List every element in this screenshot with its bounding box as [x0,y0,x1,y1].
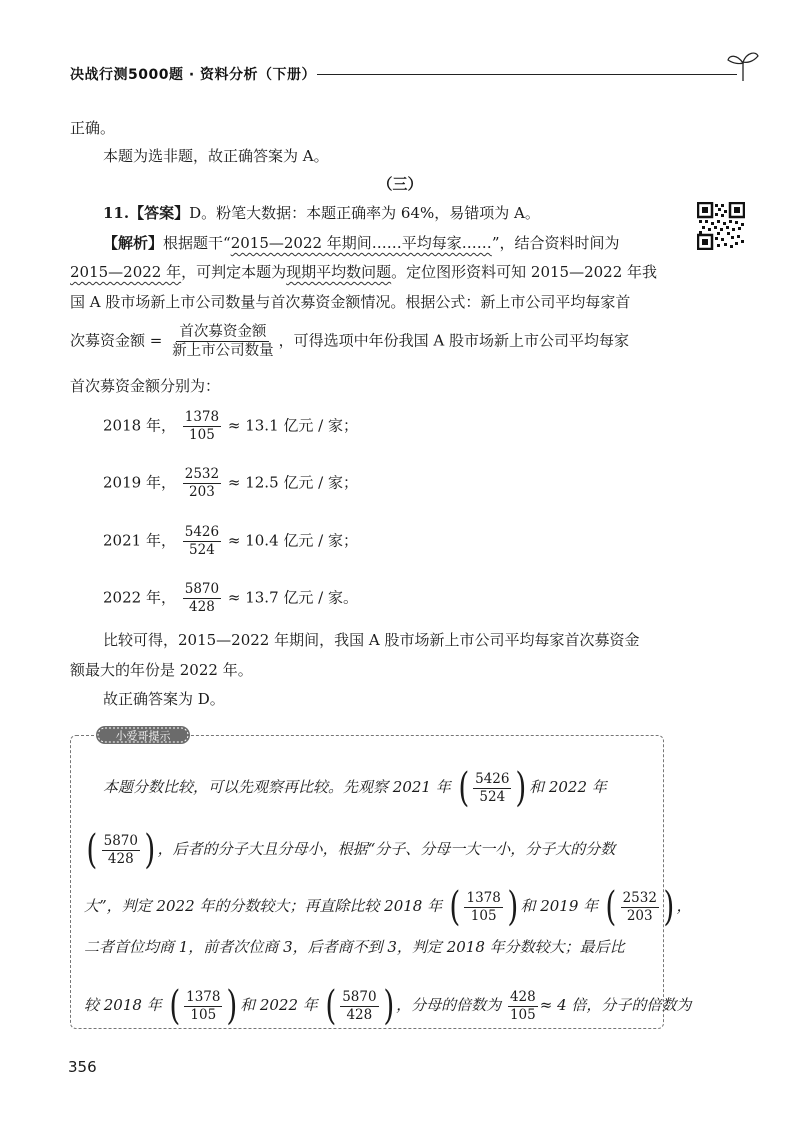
tip-line-2: ( $\frac{5870}{428}$ ) ，后者的分子大且分母小，根据“分子、分母一大一小，分子大的分数 [84,830,615,870]
formula-fraction: $\frac{\text{首次募资金额}}{\text{新上市公司数量}}$ [172,324,274,359]
sprout-icon [725,48,761,82]
analysis-label: 【解析】 [103,234,164,252]
tips-badge-label: 小爱哥提示 [115,729,171,743]
analysis-line-5: 首次募资金额分别为： [70,377,221,395]
paragraph-correct: 正确。 [70,119,116,137]
calc-fraction: $\frac{1378}{105}$ [184,409,220,443]
tip-fraction: ( $\frac{5870}{428}$ ) [324,983,394,1029]
calc-row: 2018 年， $\frac{1378}{105}$ ≈ 13.1 亿元 / 家； [103,409,358,443]
tip-line-3: 大”，判定 2022 年的分数较大；再直除比较 2018 年 ( $\frac{1378}{105}$ ) 和 2019 年 ( $\frac{2532}{203}$ ) ， [84,884,692,930]
page-header [70,60,750,90]
calc-fraction: $\frac{2532}{203}$ [184,466,220,500]
q11-answer-line [103,203,540,223]
tip-fraction: ( $\frac{5870}{428}$ ) [86,827,156,873]
tip-fraction: ( $\frac{1378}{105}$ ) [168,983,238,1029]
tip-fraction: ( $\frac{2532}{203}$ ) [605,884,675,930]
page-number: 356 [68,1058,97,1076]
analysis-formula-line: 次募资金额 = $\frac{\text{首次募资金额}}{\text{新上市公司数量}}$ ，可得选项中年份我国 A 股市场新上市公司平均每家 [70,324,629,359]
analysis-line-3: 国 A 股市场新上市公司数量与首次募资金额情况。根据公式：新上市公司平均每家首 [70,293,631,311]
calc-fraction: $\frac{5870}{428}$ [184,581,220,615]
calc-fraction: $\frac{5426}{524}$ [184,524,220,558]
tip-fraction: ( $\frac{1378}{105}$ ) [449,884,519,930]
conclusion-line-1: 比较可得，2015—2022 年期间，我国 A 股市场新上市公司平均每家首次募资金 [103,631,640,649]
tips-badge [95,724,191,746]
qr-code-icon[interactable] [697,202,745,250]
analysis-line-2: 2015—2022 年，可判定本题为现期平均数问题。定位图形资料可知 2015—2022 年我 [70,263,658,281]
paragraph-answer-a: 本题为选非题，故正确答案为 A。 [103,147,329,165]
section-title: （三） [377,175,423,193]
header-title: 决战行测5000题 · 资料分析（下册） [70,67,317,83]
tip-line-1: 本题分数比较，可以先观察再比较。先观察 2021 年 ( $\frac{5426}{524}$ ) 和 2022 年 [103,765,607,811]
tip-line-4: 二者首位均商 1，前者次位商 3，后者商不到 3，判定 2018 年分数较大；最后比 [84,938,625,956]
calc-row: 2021 年， $\frac{5426}{524}$ ≈ 10.4 亿元 / 家； [103,524,358,558]
answer-label: 11.【答案】 [103,204,190,222]
tip-line-5: 较 2018 年 ( $\frac{1378}{105}$ ) 和 2022 年 ( $\frac{5870}{428}$ ) ，分母的倍数为 $\frac{428}{105}$ ≈ 4 倍，分子的倍数为 [84,983,692,1029]
final-answer: 故正确答案为 D。 [103,690,225,708]
analysis-line-1: 【解析】根据题干“2015—2022 年期间……平均每家……”，结合资料时间为 [103,234,620,252]
calc-row: 2022 年， $\frac{5870}{428}$ ≈ 13.7 亿元 / 家。 [103,581,358,615]
answer-text: D。粉笔大数据：本题正确率为 64%，易错项为 A。 [189,204,540,222]
tip-fraction: $\frac{428}{105}$ [509,988,536,1023]
conclusion-line-2: 额最大的年份是 2022 年。 [70,661,253,679]
tip-fraction: ( $\frac{5426}{524}$ ) [457,765,527,811]
header-rule [317,74,737,75]
calc-row: 2019 年， $\frac{2532}{203}$ ≈ 12.5 亿元 / 家； [103,466,358,500]
